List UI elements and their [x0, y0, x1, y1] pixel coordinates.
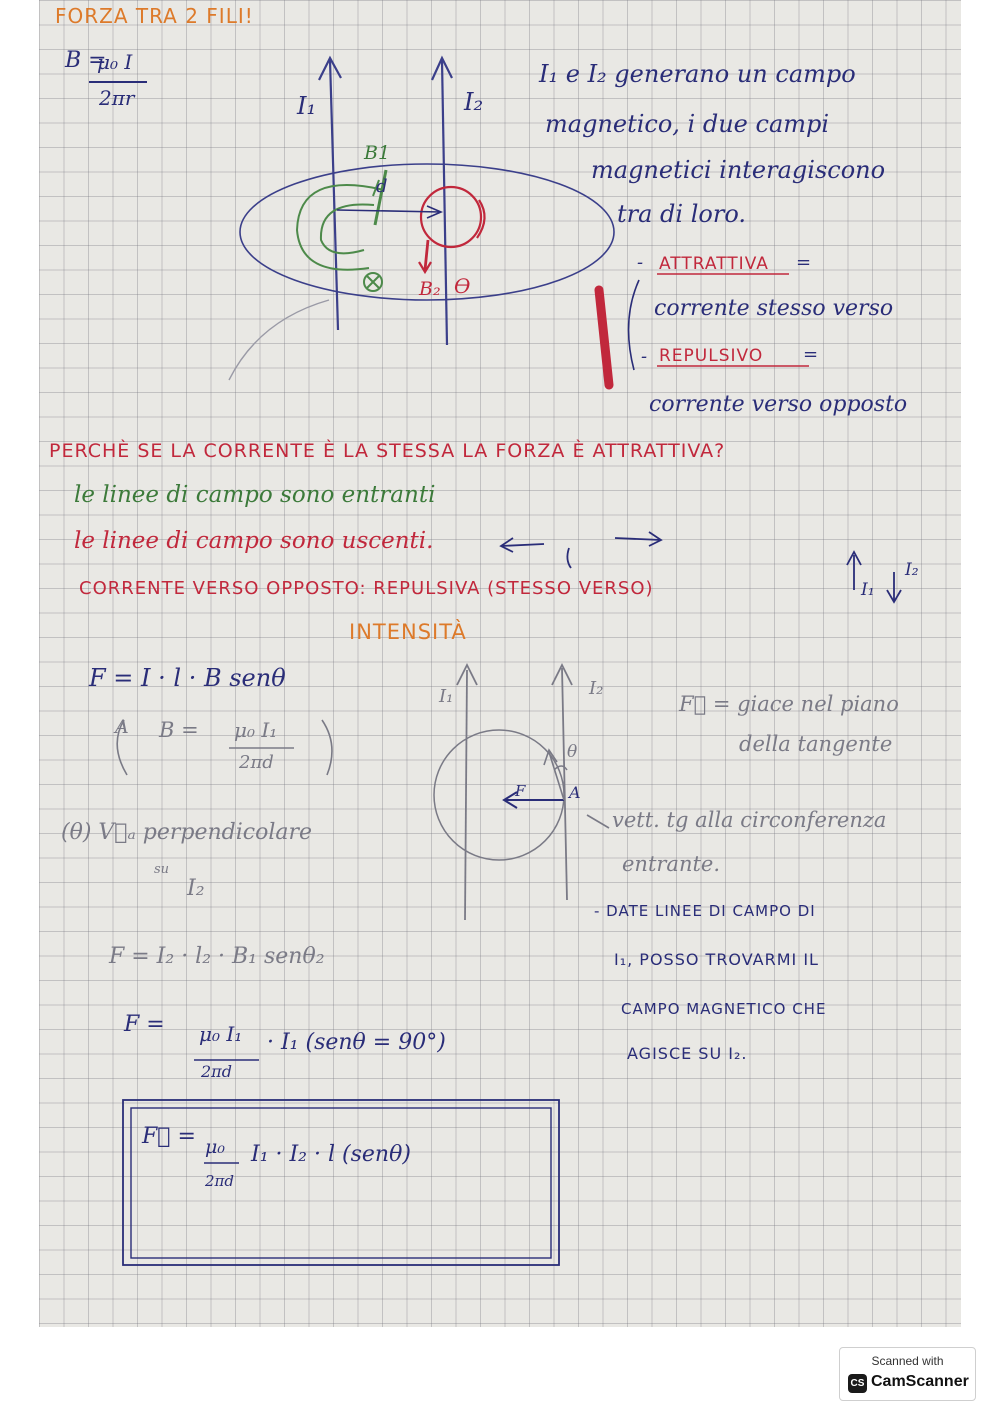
formula-f1: F = I · l · B senθ	[89, 664, 286, 692]
f-note-1: F⃗ = giace nel piano	[679, 692, 899, 716]
question-title: PERCHÈ SE LA CORRENTE È LA STESSA LA FORZA È ATTRATTIVA?	[49, 440, 726, 462]
bracket	[629, 280, 639, 370]
field-note-2: I₁, POSSO TROVARMI IL	[614, 950, 819, 969]
dash-2: -	[641, 346, 648, 367]
dash-1: -	[637, 252, 644, 273]
formula-f3-lhs: F =	[124, 1012, 165, 1037]
field-circle	[434, 730, 564, 860]
intensity-title: INTENSITÀ	[349, 620, 467, 644]
force-arrow	[504, 792, 564, 808]
theta-note-su: su	[154, 862, 170, 877]
label-d: d	[376, 176, 388, 197]
theta-note-i2: I₂	[187, 876, 205, 901]
camscanner-watermark	[839, 1347, 976, 1401]
red-marker-stroke	[599, 290, 609, 385]
field-loop-green	[297, 170, 386, 291]
label-b2: B₂	[419, 278, 441, 300]
question-line-2: le linee di campo sono uscenti.	[74, 528, 434, 554]
theta-note: (θ) V⃗ₐ perpendicolare	[61, 820, 313, 845]
label-i1: I₁	[297, 92, 317, 120]
b-formula-lhs: B =	[159, 718, 199, 742]
equals-1: =	[796, 252, 812, 273]
field-note-3: CAMPO MAGNETICO CHE	[621, 1000, 827, 1018]
repulsive-desc: corrente verso opposto	[649, 392, 908, 417]
vect-note-1: vett. tg alla circonferenza	[612, 808, 887, 832]
field-loop-red	[419, 187, 485, 272]
f-note-2: della tangente	[739, 732, 893, 756]
formula-f3-num: μ₀ I₁	[199, 1022, 243, 1046]
camscanner-logo-icon: CS	[848, 1374, 867, 1393]
formula-f3-rhs: · I₁ (senθ = 90°)	[267, 1030, 446, 1055]
note-line-1: I₁ e I₂ generano un campo	[539, 60, 856, 88]
b-formula-den: 2πd	[239, 752, 274, 773]
final-den: 2πd	[205, 1172, 235, 1190]
question-line-3: CORRENTE VERSO OPPOSTO: REPULSIVA (STESSO VERSO)	[79, 578, 654, 599]
distance-arrow	[337, 206, 441, 218]
formula-b-lhs: B =	[65, 48, 107, 73]
wire-i2	[432, 58, 452, 345]
notebook-page	[39, 0, 961, 1327]
diagram2-label-f: F	[515, 782, 526, 800]
label-i2: I₂	[464, 88, 484, 116]
final-rhs: I₁ · I₂ · l (senθ)	[251, 1142, 411, 1167]
label-theta-red: ϴ	[454, 274, 471, 298]
faint-curve	[229, 300, 329, 380]
formula-b-num: μ₀ I	[97, 50, 133, 74]
note-line-2: magnetico, i due campi	[545, 110, 830, 138]
diagram2-label-i2: I₂	[589, 678, 604, 699]
label-a-left: A	[115, 716, 129, 738]
wire2-i1	[457, 665, 477, 920]
field-note-4: AGISCE SU I₂.	[627, 1044, 748, 1063]
note-line-4: tra di loro.	[617, 200, 746, 228]
repulsive-label: REPULSIVO	[659, 346, 764, 366]
equals-2: =	[803, 344, 819, 365]
arrow-label-i1: I₁	[861, 580, 875, 600]
label-b1: B1	[364, 142, 391, 164]
watermark-line-1: Scanned with	[871, 1354, 944, 1368]
field-note-1: - DATE LINEE DI CAMPO DI	[594, 902, 816, 920]
note-line-3: magnetici interagiscono	[591, 156, 886, 184]
final-lhs: F⃗ =	[142, 1124, 196, 1149]
diagram2-label-i1: I₁	[439, 686, 454, 707]
formula-f3-den: 2πd	[201, 1062, 232, 1081]
watermark-line-2: CamScanner	[871, 1373, 969, 1390]
diagram2-label-theta: θ	[567, 742, 578, 762]
question-line-1: le linee di campo sono entranti	[74, 482, 436, 508]
page-title: FORZA TRA 2 FILI!	[55, 4, 254, 28]
b-formula-num: μ₀ I₁	[234, 718, 278, 742]
attractive-label: ATTRATTIVA	[659, 254, 769, 274]
formula-b-den: 2πr	[99, 86, 135, 110]
final-num: μ₀	[205, 1136, 225, 1158]
attractive-desc: corrente stesso verso	[654, 296, 894, 321]
formula-f2: F = I₂ · l₂ · B₁ senθ₂	[109, 944, 325, 969]
diagram2-label-a: A	[569, 783, 581, 802]
paren-right	[322, 720, 332, 775]
vect-note-2: entrante.	[622, 852, 721, 876]
arrow-label-i2: I₂	[905, 560, 919, 580]
